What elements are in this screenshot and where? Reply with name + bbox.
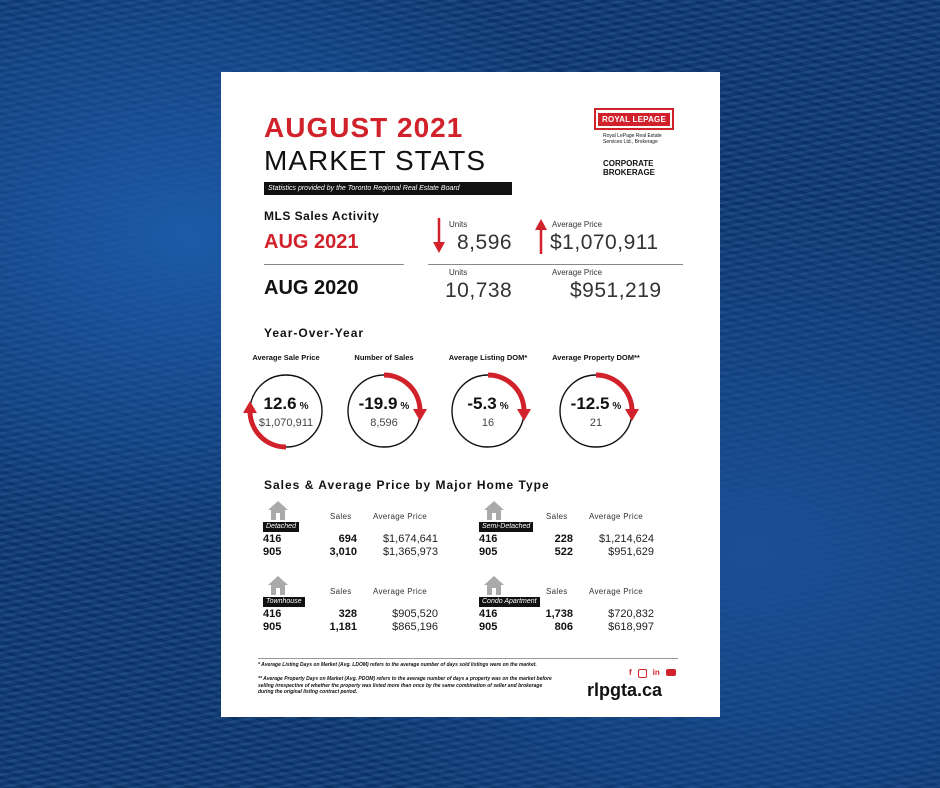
- youtube-icon[interactable]: [666, 669, 676, 676]
- logo-brand: ROYAL LEPAGE: [598, 113, 670, 126]
- sales-value: 1,181: [329, 621, 357, 633]
- yoy-percent: [344, 394, 424, 414]
- home-type-heading: Sales & Average Price by Major Home Type: [264, 478, 550, 492]
- avg-price-value: $618,997: [608, 621, 654, 633]
- yoy-title: Number of Sales: [354, 353, 414, 362]
- sales-value: 228: [554, 533, 573, 545]
- yoy-title: Average Property DOM**: [552, 353, 640, 362]
- footnote-ldom: * Average Listing Days on Market (Avg. LDOM) refers to the average number of days sold listings were on the market.: [258, 662, 537, 668]
- subtitle-bar: Statistics provided by the Toronto Regional Real Estate Board: [264, 182, 512, 195]
- home-type-tag: Semi-Detached: [479, 522, 533, 532]
- yoy-percent-unit: %: [400, 401, 410, 412]
- avg-price-value: $1,365,973: [382, 546, 438, 558]
- sales-value: 3,010: [329, 546, 357, 558]
- area-code: 416: [479, 533, 498, 545]
- royal-lepage-logo: [594, 108, 674, 130]
- yoy-value: 16: [481, 417, 495, 429]
- current-units: 8,596: [457, 231, 513, 254]
- website-link[interactable]: rlpgta.ca: [587, 680, 663, 700]
- yoy-value: 8,596: [370, 417, 398, 429]
- area-code: 905: [263, 546, 282, 558]
- linkedin-icon[interactable]: in: [652, 668, 660, 677]
- corp-line-2: BROKERAGE: [603, 168, 656, 177]
- avg-price-value: $1,214,624: [598, 533, 654, 545]
- sales-value: 694: [338, 533, 357, 545]
- avg-price-value: $720,832: [608, 608, 654, 620]
- yoy-percent: [448, 394, 528, 414]
- arrow-up-icon: [534, 218, 548, 254]
- area-code: 905: [263, 621, 282, 633]
- yoy-percent-unit: %: [612, 401, 622, 412]
- area-code: 905: [479, 621, 498, 633]
- yoy-percent-value: -19.9: [358, 394, 398, 413]
- yoy-heading: Year-Over-Year: [264, 326, 365, 340]
- yoy-percent-unit: %: [499, 401, 509, 412]
- avg-price-label-previous: Average Price: [552, 268, 603, 277]
- current-avg-price: $1,070,911: [550, 231, 659, 254]
- title-main: MARKET STATS: [264, 145, 487, 176]
- home-type-tag: Detached: [263, 522, 299, 532]
- yoy-percent-unit: %: [299, 401, 309, 412]
- yoy-percent-value: 12.6: [263, 394, 297, 413]
- avg-price-column-header: Average Price: [373, 512, 428, 521]
- avg-price-column-header: Average Price: [589, 587, 644, 596]
- footer-divider: [258, 658, 678, 659]
- sales-column-header: Sales: [330, 587, 352, 596]
- social-icons: [629, 668, 676, 678]
- divider: [428, 264, 683, 265]
- current-period-label: AUG 2021: [264, 231, 359, 253]
- area-code: 416: [263, 533, 282, 545]
- previous-period-label: AUG 2020: [264, 277, 359, 299]
- home-type-tag: Condo Apartment: [479, 597, 540, 607]
- sales-value: 522: [554, 546, 573, 558]
- avg-price-value: $865,196: [392, 621, 438, 633]
- facebook-icon[interactable]: f: [629, 668, 632, 677]
- area-code: 416: [263, 608, 282, 620]
- yoy-percent: [246, 394, 326, 414]
- corporate-brokerage-label: [603, 159, 655, 177]
- stats-sheet: [221, 72, 720, 717]
- avg-price-value: $905,520: [392, 608, 438, 620]
- sales-column-header: Sales: [546, 587, 568, 596]
- mls-heading: MLS Sales Activity: [264, 209, 380, 223]
- sales-value: 806: [554, 621, 573, 633]
- sales-value: 1,738: [545, 608, 573, 620]
- title-month: AUGUST 2021: [264, 112, 464, 143]
- arrow-down-icon: [432, 218, 446, 254]
- avg-price-column-header: Average Price: [589, 512, 644, 521]
- sales-column-header: Sales: [330, 512, 352, 521]
- yoy-percent: [556, 394, 636, 414]
- avg-price-value: $1,674,641: [382, 533, 438, 545]
- yoy-title: Average Sale Price: [252, 353, 320, 362]
- sales-column-header: Sales: [546, 512, 568, 521]
- units-label-previous: Units: [449, 268, 468, 277]
- yoy-percent-value: -12.5: [570, 394, 610, 413]
- yoy-value: 21: [589, 417, 603, 429]
- sales-value: 328: [338, 608, 357, 620]
- instagram-icon[interactable]: [638, 669, 647, 678]
- avg-price-label-current: Average Price: [552, 220, 603, 229]
- avg-price-column-header: Average Price: [373, 587, 428, 596]
- divider: [264, 264, 404, 265]
- previous-avg-price: $951,219: [570, 279, 662, 302]
- yoy-title: Average Listing DOM*: [448, 353, 528, 362]
- yoy-percent-value: -5.3: [467, 394, 497, 413]
- corp-line-1: CORPORATE: [603, 159, 654, 168]
- area-code: 416: [479, 608, 498, 620]
- footnote-pdom: ** Average Property Days on Market (Avg. PDOM) refers to the average number of days a property was on the market before selling irrespective of whether the property was listed more than once by the same combination of seller and brokerage during the original listing contract period.: [258, 676, 552, 695]
- yoy-value: $1,070,911: [258, 417, 314, 429]
- logo-subtext: Royal LePage Real Estate Services Ltd., Brokerage: [603, 133, 662, 145]
- previous-units: 10,738: [445, 279, 513, 302]
- units-label-current: Units: [449, 220, 468, 229]
- avg-price-value: $951,629: [608, 546, 654, 558]
- area-code: 905: [479, 546, 498, 558]
- home-type-tag: Townhouse: [263, 597, 305, 607]
